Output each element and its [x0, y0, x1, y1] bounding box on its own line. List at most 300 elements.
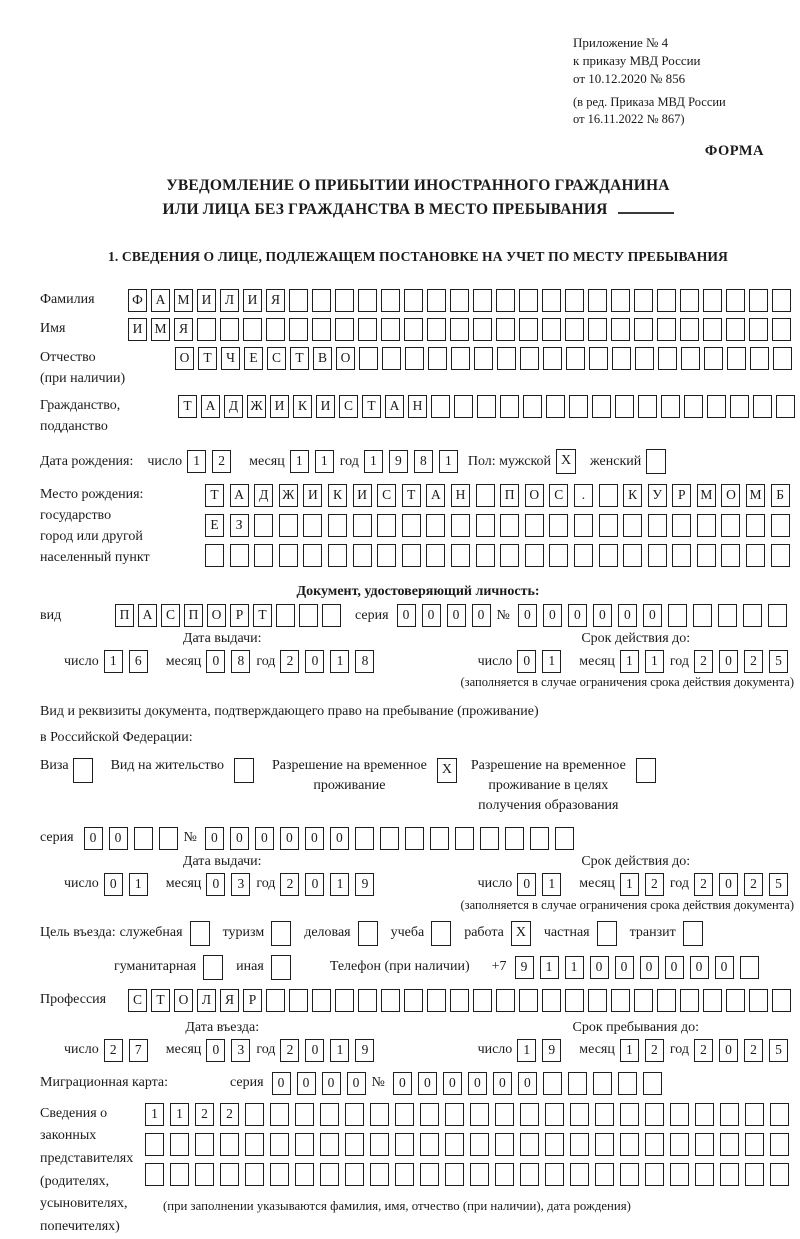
form-cell[interactable]: 0: [447, 604, 466, 627]
form-cell[interactable]: [345, 1163, 364, 1186]
form-cell[interactable]: 1: [315, 450, 334, 473]
form-cell[interactable]: [623, 514, 642, 537]
form-cell[interactable]: [772, 289, 791, 312]
form-cell[interactable]: [645, 1103, 664, 1126]
form-cell[interactable]: [542, 989, 561, 1012]
form-cell[interactable]: X: [556, 449, 576, 474]
form-cell[interactable]: [746, 514, 765, 537]
form-cell[interactable]: [428, 347, 447, 370]
form-cell[interactable]: 1: [620, 650, 639, 673]
form-cell[interactable]: [270, 1133, 289, 1156]
form-cell[interactable]: [454, 395, 473, 418]
form-cell[interactable]: 0: [640, 956, 659, 979]
form-cell[interactable]: [245, 1133, 264, 1156]
form-cell[interactable]: 0: [590, 956, 609, 979]
form-cell[interactable]: 0: [206, 650, 225, 673]
form-cell[interactable]: [648, 514, 667, 537]
form-cell[interactable]: 5: [769, 873, 788, 896]
form-cell[interactable]: [270, 1163, 289, 1186]
form-cell[interactable]: [473, 989, 492, 1012]
form-cell[interactable]: [646, 449, 666, 474]
form-cell[interactable]: [345, 1133, 364, 1156]
form-cell[interactable]: 0: [84, 827, 103, 850]
form-cell[interactable]: 0: [255, 827, 274, 850]
form-cell[interactable]: [565, 318, 584, 341]
form-cell[interactable]: [335, 989, 354, 1012]
form-cell[interactable]: В: [313, 347, 332, 370]
form-cell[interactable]: [750, 347, 769, 370]
form-cell[interactable]: 9: [389, 450, 408, 473]
doc-type-cells[interactable]: [115, 604, 345, 627]
form-cell[interactable]: Ч: [221, 347, 240, 370]
form-cell[interactable]: [270, 1103, 289, 1126]
form-cell[interactable]: 0: [643, 604, 662, 627]
form-cell[interactable]: [695, 1133, 714, 1156]
form-cell[interactable]: [289, 289, 308, 312]
form-cell[interactable]: [358, 989, 377, 1012]
form-cell[interactable]: [520, 1133, 539, 1156]
form-cell[interactable]: [445, 1103, 464, 1126]
form-cell[interactable]: 8: [355, 650, 374, 673]
form-cell[interactable]: Н: [408, 395, 427, 418]
form-cell[interactable]: [495, 1103, 514, 1126]
form-cell[interactable]: 0: [305, 827, 324, 850]
form-cell[interactable]: [546, 395, 565, 418]
form-cell[interactable]: [570, 1103, 589, 1126]
form-cell[interactable]: [455, 827, 474, 850]
form-cell[interactable]: [519, 289, 538, 312]
form-cell[interactable]: Т: [198, 347, 217, 370]
birth-place-line1[interactable]: [205, 484, 795, 507]
form-cell[interactable]: Я: [220, 989, 239, 1012]
form-cell[interactable]: 2: [212, 450, 231, 473]
form-cell[interactable]: [451, 514, 470, 537]
form-cell[interactable]: [740, 956, 759, 979]
valid-month-cells[interactable]: [620, 650, 670, 673]
form-cell[interactable]: [353, 514, 372, 537]
form-cell[interactable]: [254, 544, 273, 567]
form-cell[interactable]: [377, 514, 396, 537]
form-cell[interactable]: А: [151, 289, 170, 312]
form-cell[interactable]: [345, 1103, 364, 1126]
form-cell[interactable]: А: [426, 484, 445, 507]
form-cell[interactable]: О: [207, 604, 226, 627]
form-cell[interactable]: 1: [439, 450, 458, 473]
form-cell[interactable]: С: [161, 604, 180, 627]
form-cell[interactable]: [611, 289, 630, 312]
form-cell[interactable]: 3: [231, 873, 250, 896]
form-cell[interactable]: [634, 318, 653, 341]
form-cell[interactable]: 0: [517, 650, 536, 673]
form-cell[interactable]: [320, 1163, 339, 1186]
form-cell[interactable]: 2: [280, 650, 299, 673]
form-cell[interactable]: X: [437, 758, 457, 783]
issue-year-cells[interactable]: [280, 650, 380, 673]
form-cell[interactable]: И: [303, 484, 322, 507]
form-cell[interactable]: 0: [719, 873, 738, 896]
form-cell[interactable]: С: [377, 484, 396, 507]
patronymic-cells[interactable]: [175, 347, 796, 370]
form-cell[interactable]: 2: [744, 873, 763, 896]
form-cell[interactable]: [289, 989, 308, 1012]
birth-place-line3[interactable]: [205, 544, 795, 567]
form-cell[interactable]: [638, 395, 657, 418]
form-cell[interactable]: У: [648, 484, 667, 507]
form-cell[interactable]: [545, 1133, 564, 1156]
form-cell[interactable]: [519, 989, 538, 1012]
form-cell[interactable]: [476, 544, 495, 567]
entry-month-cells[interactable]: [206, 1039, 256, 1062]
form-cell[interactable]: [730, 395, 749, 418]
form-cell[interactable]: Р: [243, 989, 262, 1012]
form-cell[interactable]: Р: [672, 484, 691, 507]
form-cell[interactable]: 0: [297, 1072, 316, 1095]
form-cell[interactable]: [190, 921, 210, 946]
purpose-work-checkbox[interactable]: [511, 921, 531, 946]
form-cell[interactable]: [683, 921, 703, 946]
form-cell[interactable]: [279, 514, 298, 537]
form-cell[interactable]: [220, 1163, 239, 1186]
form-cell[interactable]: [271, 921, 291, 946]
form-cell[interactable]: [470, 1163, 489, 1186]
form-cell[interactable]: 0: [280, 827, 299, 850]
residence-valid-day-cells[interactable]: [517, 873, 567, 896]
form-cell[interactable]: 1: [330, 1039, 349, 1062]
form-cell[interactable]: 1: [187, 450, 206, 473]
form-cell[interactable]: [279, 544, 298, 567]
form-cell[interactable]: [772, 989, 791, 1012]
residence-issue-year-cells[interactable]: [280, 873, 380, 896]
form-cell[interactable]: 9: [355, 1039, 374, 1062]
form-cell[interactable]: [684, 395, 703, 418]
form-cell[interactable]: 0: [272, 1072, 291, 1095]
entry-day-cells[interactable]: [104, 1039, 154, 1062]
legal-representatives-line3[interactable]: [145, 1163, 795, 1186]
form-cell[interactable]: 0: [615, 956, 634, 979]
form-cell[interactable]: [645, 1163, 664, 1186]
form-cell[interactable]: [661, 395, 680, 418]
form-cell[interactable]: [495, 1163, 514, 1186]
form-cell[interactable]: [205, 544, 224, 567]
form-cell[interactable]: 2: [280, 873, 299, 896]
form-cell[interactable]: [680, 989, 699, 1012]
form-cell[interactable]: [159, 827, 178, 850]
purpose-other-checkbox[interactable]: [271, 955, 291, 980]
form-cell[interactable]: [570, 1163, 589, 1186]
stay-month-cells[interactable]: [620, 1039, 670, 1062]
form-cell[interactable]: [525, 514, 544, 537]
form-cell[interactable]: [312, 289, 331, 312]
form-cell[interactable]: [599, 514, 618, 537]
form-cell[interactable]: О: [721, 484, 740, 507]
form-cell[interactable]: [726, 989, 745, 1012]
birth-day-cells[interactable]: [187, 450, 237, 473]
form-cell[interactable]: [276, 604, 295, 627]
form-cell[interactable]: [743, 604, 762, 627]
form-cell[interactable]: И: [316, 395, 335, 418]
form-cell[interactable]: 8: [231, 650, 250, 673]
form-cell[interactable]: 0: [330, 827, 349, 850]
form-cell[interactable]: 1: [330, 873, 349, 896]
form-cell[interactable]: [405, 827, 424, 850]
entry-year-cells[interactable]: [280, 1039, 380, 1062]
purpose-private-checkbox[interactable]: [597, 921, 617, 946]
form-cell[interactable]: М: [746, 484, 765, 507]
form-cell[interactable]: [771, 514, 790, 537]
form-cell[interactable]: [772, 318, 791, 341]
legal-representatives-line1[interactable]: [145, 1103, 795, 1126]
form-cell[interactable]: Т: [253, 604, 272, 627]
form-cell[interactable]: 8: [414, 450, 433, 473]
form-cell[interactable]: [377, 544, 396, 567]
purpose-humanitarian-checkbox[interactable]: [203, 955, 223, 980]
form-cell[interactable]: [611, 989, 630, 1012]
form-cell[interactable]: [245, 1103, 264, 1126]
form-cell[interactable]: Т: [362, 395, 381, 418]
form-cell[interactable]: [703, 289, 722, 312]
form-cell[interactable]: [672, 514, 691, 537]
form-cell[interactable]: 1: [145, 1103, 164, 1126]
form-cell[interactable]: 1: [620, 1039, 639, 1062]
form-cell[interactable]: [500, 514, 519, 537]
form-cell[interactable]: А: [385, 395, 404, 418]
residence-issue-month-cells[interactable]: [206, 873, 256, 896]
form-cell[interactable]: [381, 289, 400, 312]
form-cell[interactable]: 0: [518, 604, 537, 627]
form-cell[interactable]: 0: [715, 956, 734, 979]
form-cell[interactable]: [693, 604, 712, 627]
form-cell[interactable]: [402, 544, 421, 567]
form-cell[interactable]: [542, 289, 561, 312]
form-cell[interactable]: 0: [397, 604, 416, 627]
form-cell[interactable]: [768, 604, 787, 627]
form-cell[interactable]: 0: [418, 1072, 437, 1095]
form-cell[interactable]: [588, 989, 607, 1012]
form-cell[interactable]: 2: [220, 1103, 239, 1126]
form-cell[interactable]: [450, 989, 469, 1012]
form-cell[interactable]: Е: [205, 514, 224, 537]
form-cell[interactable]: [497, 347, 516, 370]
form-cell[interactable]: [670, 1103, 689, 1126]
form-cell[interactable]: [355, 827, 374, 850]
form-cell[interactable]: [505, 827, 524, 850]
form-cell[interactable]: [426, 514, 445, 537]
form-cell[interactable]: Д: [254, 484, 273, 507]
purpose-business-checkbox[interactable]: [358, 921, 378, 946]
form-cell[interactable]: [420, 1163, 439, 1186]
form-cell[interactable]: [643, 1072, 662, 1095]
form-cell[interactable]: 0: [472, 604, 491, 627]
form-cell[interactable]: И: [197, 289, 216, 312]
form-cell[interactable]: [776, 395, 795, 418]
form-cell[interactable]: [543, 347, 562, 370]
form-cell[interactable]: 2: [645, 873, 664, 896]
form-cell[interactable]: [697, 544, 716, 567]
citizenship-cells[interactable]: [178, 395, 799, 418]
form-cell[interactable]: Ж: [279, 484, 298, 507]
form-cell[interactable]: 2: [744, 650, 763, 673]
form-cell[interactable]: О: [175, 347, 194, 370]
form-cell[interactable]: [220, 318, 239, 341]
form-cell[interactable]: [519, 318, 538, 341]
form-cell[interactable]: .: [574, 484, 593, 507]
form-cell[interactable]: 2: [195, 1103, 214, 1126]
form-cell[interactable]: 0: [690, 956, 709, 979]
form-cell[interactable]: [545, 1103, 564, 1126]
form-cell[interactable]: [370, 1103, 389, 1126]
residence-valid-year-cells[interactable]: [694, 873, 794, 896]
form-cell[interactable]: [592, 395, 611, 418]
form-cell[interactable]: [170, 1163, 189, 1186]
form-cell[interactable]: [648, 544, 667, 567]
form-cell[interactable]: [303, 514, 322, 537]
form-cell[interactable]: [266, 318, 285, 341]
form-cell[interactable]: [726, 318, 745, 341]
form-cell[interactable]: [520, 347, 539, 370]
form-cell[interactable]: [358, 289, 377, 312]
form-cell[interactable]: [525, 544, 544, 567]
form-cell[interactable]: [359, 347, 378, 370]
form-cell[interactable]: [618, 1072, 637, 1095]
form-cell[interactable]: 1: [517, 1039, 536, 1062]
form-cell[interactable]: [595, 1163, 614, 1186]
form-cell[interactable]: [749, 318, 768, 341]
form-cell[interactable]: 3: [231, 1039, 250, 1062]
form-cell[interactable]: [745, 1163, 764, 1186]
form-cell[interactable]: [322, 604, 341, 627]
form-cell[interactable]: 1: [104, 650, 123, 673]
form-cell[interactable]: [405, 347, 424, 370]
form-cell[interactable]: 0: [205, 827, 224, 850]
form-cell[interactable]: [430, 827, 449, 850]
form-cell[interactable]: [445, 1133, 464, 1156]
form-cell[interactable]: 9: [542, 1039, 561, 1062]
legal-representatives-line2[interactable]: [145, 1133, 795, 1156]
valid-day-cells[interactable]: [517, 650, 567, 673]
temp-residence-edu-checkbox[interactable]: [636, 758, 656, 783]
form-cell[interactable]: [569, 395, 588, 418]
form-cell[interactable]: [320, 1103, 339, 1126]
form-cell[interactable]: И: [353, 484, 372, 507]
form-cell[interactable]: [303, 544, 322, 567]
form-cell[interactable]: 1: [129, 873, 148, 896]
form-cell[interactable]: [382, 347, 401, 370]
form-cell[interactable]: И: [243, 289, 262, 312]
form-cell[interactable]: 1: [645, 650, 664, 673]
form-cell[interactable]: Т: [178, 395, 197, 418]
form-cell[interactable]: И: [128, 318, 147, 341]
purpose-tourism-checkbox[interactable]: [271, 921, 291, 946]
purpose-transit-checkbox[interactable]: [683, 921, 703, 946]
form-cell[interactable]: [431, 395, 450, 418]
form-cell[interactable]: [749, 989, 768, 1012]
form-cell[interactable]: 0: [568, 604, 587, 627]
form-cell[interactable]: [703, 318, 722, 341]
form-cell[interactable]: 0: [393, 1072, 412, 1095]
form-cell[interactable]: О: [174, 989, 193, 1012]
form-cell[interactable]: X: [511, 921, 531, 946]
form-cell[interactable]: 1: [542, 873, 561, 896]
form-cell[interactable]: [599, 484, 618, 507]
form-cell[interactable]: [299, 604, 318, 627]
form-cell[interactable]: С: [339, 395, 358, 418]
form-cell[interactable]: [370, 1133, 389, 1156]
form-cell[interactable]: [420, 1133, 439, 1156]
form-cell[interactable]: 1: [290, 450, 309, 473]
form-cell[interactable]: 9: [515, 956, 534, 979]
form-cell[interactable]: [395, 1103, 414, 1126]
form-cell[interactable]: [145, 1163, 164, 1186]
form-cell[interactable]: [565, 289, 584, 312]
form-cell[interactable]: [597, 921, 617, 946]
form-cell[interactable]: [474, 347, 493, 370]
form-cell[interactable]: [496, 318, 515, 341]
form-cell[interactable]: [657, 318, 676, 341]
form-cell[interactable]: [500, 544, 519, 567]
form-cell[interactable]: [670, 1133, 689, 1156]
form-cell[interactable]: О: [336, 347, 355, 370]
form-cell[interactable]: [295, 1163, 314, 1186]
form-cell[interactable]: 2: [694, 650, 713, 673]
form-cell[interactable]: [657, 289, 676, 312]
form-cell[interactable]: [271, 955, 291, 980]
form-cell[interactable]: [530, 827, 549, 850]
form-cell[interactable]: 0: [719, 650, 738, 673]
form-cell[interactable]: [773, 347, 792, 370]
form-cell[interactable]: [634, 289, 653, 312]
form-cell[interactable]: [243, 318, 262, 341]
form-cell[interactable]: [195, 1163, 214, 1186]
form-cell[interactable]: 1: [364, 450, 383, 473]
firstname-cells[interactable]: [128, 318, 795, 341]
form-cell[interactable]: [545, 1163, 564, 1186]
residence-number-cells[interactable]: [205, 827, 580, 850]
form-cell[interactable]: [500, 395, 519, 418]
form-cell[interactable]: 0: [305, 650, 324, 673]
form-cell[interactable]: [589, 347, 608, 370]
form-cell[interactable]: [636, 758, 656, 783]
form-cell[interactable]: 1: [565, 956, 584, 979]
form-cell[interactable]: [381, 318, 400, 341]
form-cell[interactable]: [427, 989, 446, 1012]
form-cell[interactable]: [312, 989, 331, 1012]
form-cell[interactable]: [620, 1133, 639, 1156]
form-cell[interactable]: [595, 1133, 614, 1156]
form-cell[interactable]: С: [128, 989, 147, 1012]
form-cell[interactable]: [615, 395, 634, 418]
form-cell[interactable]: А: [201, 395, 220, 418]
form-cell[interactable]: [476, 514, 495, 537]
form-cell[interactable]: 1: [330, 650, 349, 673]
form-cell[interactable]: 2: [744, 1039, 763, 1062]
form-cell[interactable]: [771, 544, 790, 567]
form-cell[interactable]: [395, 1163, 414, 1186]
form-cell[interactable]: Л: [197, 989, 216, 1012]
form-cell[interactable]: [445, 1163, 464, 1186]
form-cell[interactable]: [170, 1133, 189, 1156]
form-cell[interactable]: [721, 544, 740, 567]
form-cell[interactable]: 2: [694, 873, 713, 896]
form-cell[interactable]: [451, 347, 470, 370]
form-cell[interactable]: [574, 514, 593, 537]
form-cell[interactable]: С: [267, 347, 286, 370]
residence-issue-day-cells[interactable]: [104, 873, 154, 896]
form-cell[interactable]: [635, 347, 654, 370]
doc-number-cells[interactable]: [518, 604, 793, 627]
form-cell[interactable]: 0: [493, 1072, 512, 1095]
form-cell[interactable]: Т: [402, 484, 421, 507]
form-cell[interactable]: [73, 758, 93, 783]
